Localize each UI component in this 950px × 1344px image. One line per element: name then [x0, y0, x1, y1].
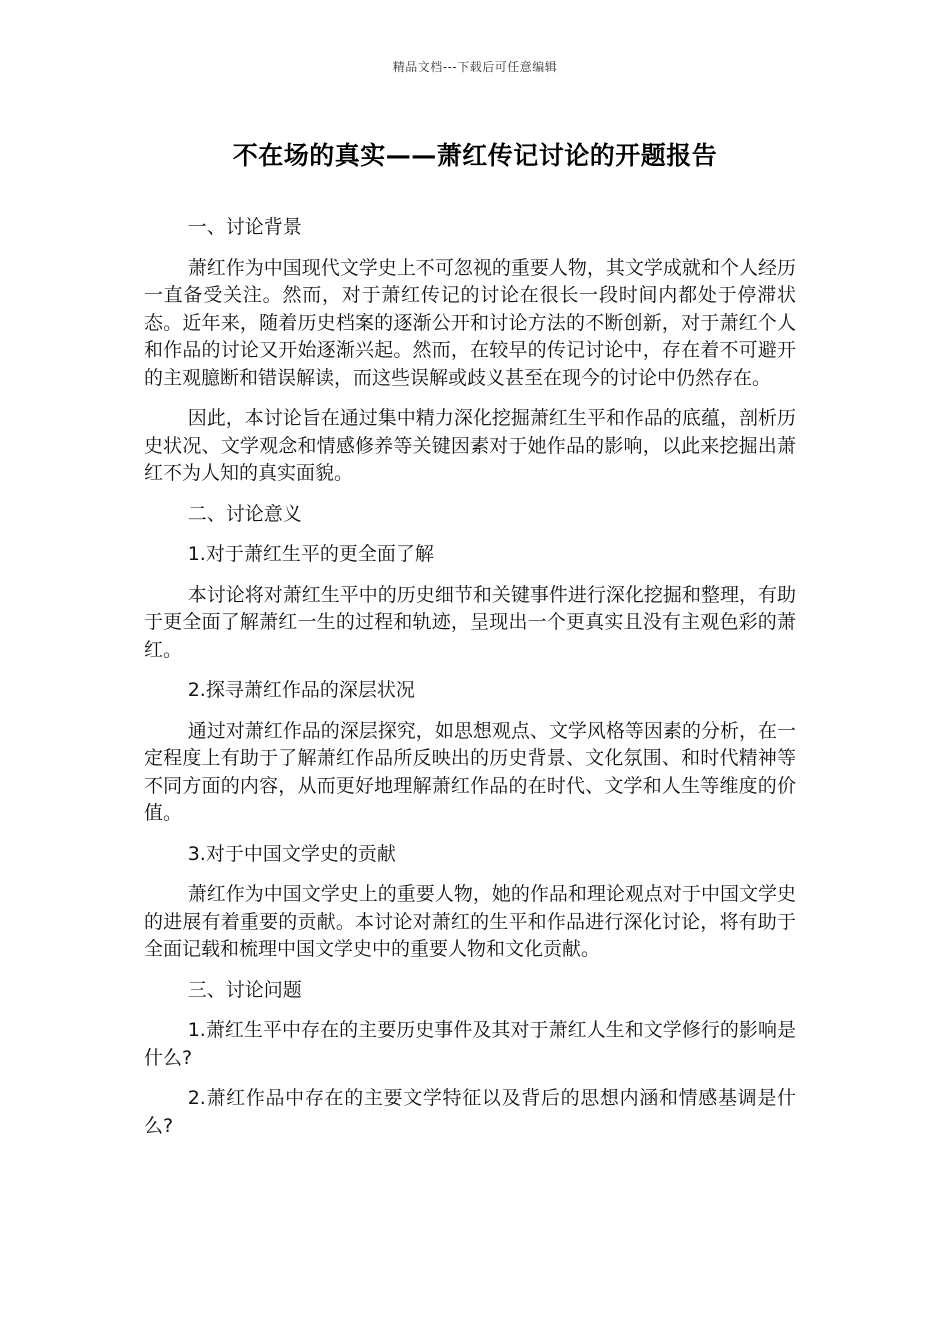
subheading-literary-history: 3.对于中国文学史的贡献 [187, 842, 396, 865]
paragraph-background-2: 因此，本讨论旨在通过集中精力深化挖掘萧红生平和作品的底蕴，剖析历史状况、文学观念和情感修养等关键因素对于她作品的影响，以此来挖掘出萧红不为人知的真实面貌。 [144, 407, 796, 484]
subheading-works-depth: 2.探寻萧红作品的深层状况 [187, 679, 415, 701]
section-heading-questions: 三、讨论问题 [187, 978, 302, 1001]
paragraph-life-understanding: 本讨论将对萧红生平中的历史细节和关键事件进行深化挖掘和整理，有助于更全面了解萧红一生的过程和轨迹，呈现出一个更真实且没有主观色彩的萧红。 [144, 583, 796, 661]
header-note: 精品文档---下载后可任意编辑 [392, 60, 558, 74]
document-body [144, 214, 796, 1153]
paragraph-literary-history: 萧红作为中国文学史上的重要人物，她的作品和理论观点对于中国文学史的进展有着重要的贡献。本讨论对萧红的生平和作品进行深化讨论，将有助于全面记载和梳理中国文学史中的重要人物和文化贡献。 [144, 883, 796, 960]
question-2: 2.萧红作品中存在的主要文学特征以及背后的思想内涵和情感基调是什么? [144, 1087, 796, 1137]
section-heading-significance: 二、讨论意义 [187, 502, 302, 525]
paragraph-background-1: 萧红作为中国现代文学史上不可忽视的重要人物，其文学成就和个人经历一直备受关注。然而，对于萧红传记的讨论在很长一段时间内都处于停滞状态。近年来，随着历史档案的逐渐公开和讨论方法的不断创新，对于萧红个人和作品的讨论又开始逐渐兴起。然而，在较早的传记讨论中，存在着不可避开的主观臆断和错误解读，而这些误解或歧义甚至在现今的讨论中仍然存在。 [144, 256, 796, 389]
paragraph-works-depth: 通过对萧红作品的深层探究，如思想观点、文学风格等因素的分析，在一定程度上有助于了解萧红作品所反映出的历史背景、文化氛围、和时代精神等不同方面的内容，从而更好地理解萧红作品的在时代、文学和人生等维度的价值。 [144, 719, 796, 824]
question-1: 1.萧红生平中存在的主要历史事件及其对于萧红人生和文学修行的影响是什么? [144, 1019, 796, 1069]
document-title: 不在场的真实——萧红传记讨论的开题报告 [232, 141, 718, 170]
section-heading-background: 一、讨论背景 [187, 216, 302, 238]
subheading-life-understanding: 1.对于萧红生平的更全面了解 [187, 543, 434, 565]
